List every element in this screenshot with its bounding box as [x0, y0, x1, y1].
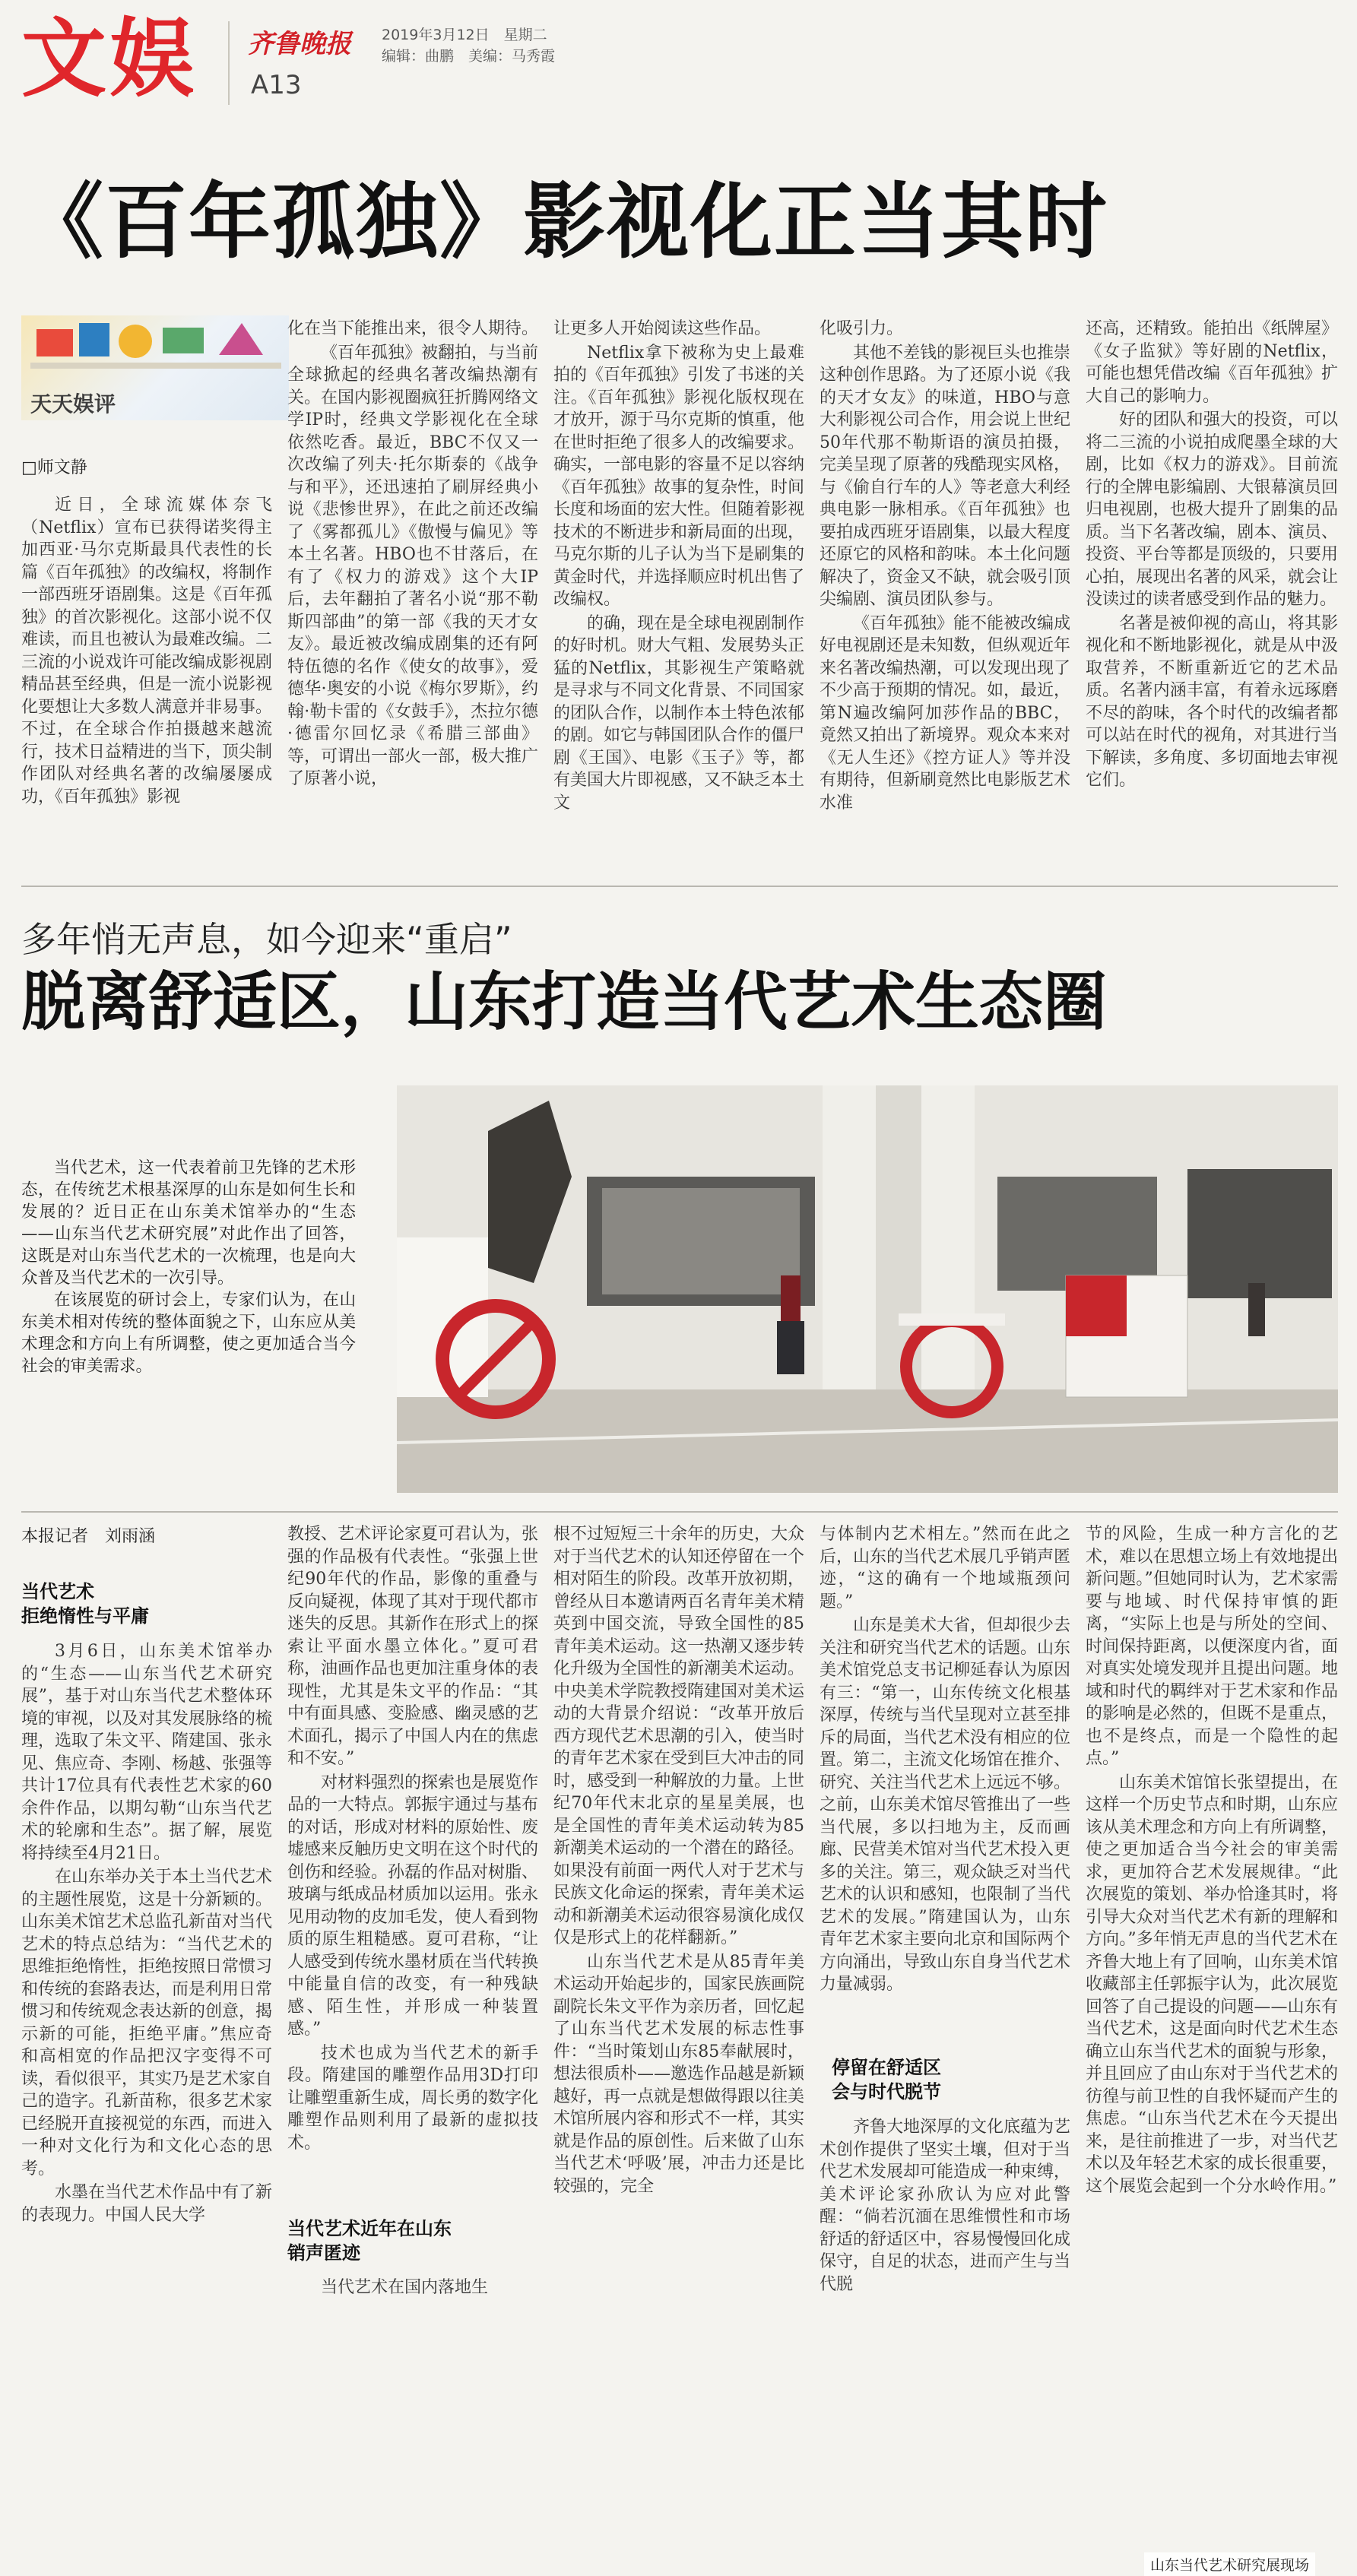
- paragraph: Netflix拿下被称为史上最难拍的《百年孤独》引发了书迷的关注。《百年孤独》影视化版权现在才放开，源于马尔克斯的慎重，他在世时拒绝了很多人的改编要求。确实，一部电影的容量不足以容纳《百年孤独》故事的复杂性，时间长度和场面的宏大性。但随着影视技术的不断进步和新局面的出现，马克尔斯的儿子认为当下是刷集的黄金时代，并选择顺应时机出售了改编权。: [553, 343, 805, 609]
- exhibition-scene-image: [397, 1085, 1338, 1493]
- paragraph: 山东当代艺术是从85青年美术运动开始起步的，国家民族画院副院长朱文平作为亲历者，回忆起了山东当代艺术发展的标志性事件：“当时策划山东85奉献展时，想法很质朴——邀选作品越是新颖越好，再一点就是想做得跟以往美术馆所展内容和形式不一样，其实就是作品的原创性。后来做了山东当代艺术‘呼吸’展，冲击力还是比较强的，完全: [553, 1952, 805, 2196]
- editors-line: 编辑：曲鹏 美编：马秀霞: [382, 48, 556, 65]
- paragraph: 名著是被仰视的高山，将其影视化和不断地影视化，就是从中汲取营养，不断重新近它的艺术品质。名著内涵丰富，有着永远琢磨不尽的韵味，各个时代的改编者都可以站在时代的视角，对其进行当下解读，多角度、多切面地去审视它们。: [1086, 613, 1338, 790]
- article2-column-4-tail: [820, 2116, 1070, 2311]
- article2-column-4: [820, 1523, 1070, 2010]
- subhead-2: [287, 2216, 452, 2265]
- article2-column-2: [287, 1523, 539, 2153]
- masthead-info: [382, 24, 555, 67]
- subhead-3: [832, 2055, 941, 2104]
- paragraph: 近日，全球流媒体奈飞（Netflix）宣布已获得诺奖得主加西亚·马尔克斯最具代表性的长篇《百年孤独》的改编权，将制作一部西班牙语剧集。这是《百年孤独》的首次影视化。这部小说不仅难读，而且也被认为最难改编。二三流的小说戏许可能改编成影视剧精品甚至经典，但是一流小说影视化要想让大多数人满意并非易事。不过，在全球合作拍摄越来越流行，技术日益精进的当下，顶尖制作团队对经典名著的改编屡屡成功，《百年孤独》影视: [21, 496, 273, 806]
- paragraph: 山东是美术大省，但却很少去关注和研究当代艺术的话题。山东美术馆党总支书记柳延春认为原因有三：“第一，山东传统文化根基深厚，传统与当代呈现对立甚至排斥的局面，当代艺术没有相应的位置。第二，主流文化场馆在推介、研究、关注当代艺术上远远不够。之前，山东美术馆尽管推出了一些当代展，多以扫地为主，反而画廊、民营美术馆对当代艺术投入更多的关注。第三，观众缺乏对当代艺术的认识和感知，也限制了当代艺术的发展。”隋建国认为，山东青年艺术家主要向北京和国际两个方向涌出，导致山东自身当代艺术力量减弱。: [820, 1616, 1071, 1994]
- paragraph: 水墨在当代艺术作品中有了新的表现力。中国人民大学: [21, 2183, 273, 2225]
- newspaper-logo: 齐鲁晚报: [248, 29, 351, 59]
- subhead-line: 拒绝惰性与平庸: [21, 1605, 149, 1627]
- paragraph: 还高，还精致。能拍出《纸牌屋》《女子监狱》等好剧的Netflix，可能也想凭借改编《百年孤独》扩大自己的影响力。: [1086, 319, 1338, 406]
- subhead-line: 当代艺术近年在山东: [287, 2218, 452, 2239]
- subhead-line: 销声匿迹: [287, 2242, 360, 2264]
- paragraph: 让更多人开始阅读这些作品。: [553, 319, 772, 338]
- subhead-line: 当代艺术: [21, 1581, 94, 1602]
- article1-headline: 《百年孤独》影视化正当其时: [21, 175, 1109, 270]
- paragraph: 好的团队和强大的投资，可以将二三流的小说拍成爬墨全球的大剧，比如《权力的游戏》。目前流行的全牌电影编剧、大银幕演员回归电视剧，也极大提升了剧集的品质。当下名著改编，剧本、演员、投资、平台等都是顶级的，只要用心拍，展现出名著的风采，就会让没读过的读者感受到作品的魅力。: [1086, 410, 1338, 609]
- paragraph: 根不过短短三十余年的历史，大众对于当代艺术的认知还停留在一个相对陌生的阶段。改革开放初期，曾经从日本邀请两百名青年美术精英到中国交流，导致全国性的85青年美术运动。这一热潮又逐步转化升级为全国性的新潮美术运动。中央美术学院教授隋建国对美术运动的大背景介绍说：“改革开放后西方现代艺术思潮的引入，使当时的青年艺术家在受到巨大冲击的同时，感受到一种解放的力量。上世纪70年代末北京的星星美展，也是全国性的青年美术运动转为85新潮美术运动的一个潜在的路径。如果没有前面一两代人对于艺术与民族文化命运的探索，青年美术运动和新潮美术运动很容易演化成仅仅是形式上的花样翻新。”: [553, 1525, 805, 1947]
- article1-column-1: [21, 494, 272, 851]
- article1-column-5: [1086, 318, 1338, 850]
- article1-column-2: [287, 318, 538, 850]
- section-divider: [21, 1511, 1338, 1513]
- paragraph: 山东美术馆馆长张望提出，在这样一个历史节点和时期，山东应该从美术理念和方向上有所调整，使之更加适合当今社会的审美需求，更加符合艺术发展规律。“此次展览的策划、举办恰逢其时，将引导大众对当代艺术有新的理解和方向。”多年悄无声息的当代艺术在齐鲁大地上有了回响，山东美术馆收藏部主任郭振宇认为，此次展览回答了自己提设的问题——山东有当代艺术，这是面向时代艺术生态确立山东当代艺术的面貌与形象，并且回应了由山东对于当代艺术的彷徨与前卫性的自我怀疑而产生的焦虑。“山东当代艺术在今天提出来，是往前推进了一步，对当代艺术以及年轻艺术家的成长很重要，这个展览会起到一个分水岭作用。”: [1086, 1773, 1338, 2196]
- article2-column-2-tail: [287, 2277, 538, 2310]
- article2-intro: [21, 1157, 356, 1377]
- subhead-1: [21, 1580, 149, 1628]
- masthead-divider: [228, 21, 230, 105]
- paragraph: 对材料强烈的探索也是展览作品的一大特点。郭振宇通过与基布的对话，形成对材料的原始性、废墟感来反触历史文明在这个时代的创伤和经验。孙磊的作品对树脂、玻璃与纸成品材质加以运用。张永见用动物的皮加毛发，使人看到物质的原生粗糙感。夏可君称，“让人感受到传统水墨材质在当代转换中能量自信的改变，有一种残缺感、陌生性，并形成一种装置感。”: [287, 1773, 539, 2039]
- paragraph: 节的风险，生成一种方言化的艺术，难以在思想立场上有效地提出新问题。”但她同时认为，艺术家需要与地域、时代保持审慎的距离，“实际上也是与所处的空间、时间保持距离，以便深度内省，面对真实处境发现并且提出问题。地域和时代的羁绊对于艺术家和作品的影响是必然的，但既不是重点，也不是终点，而是一个隐性的起点。”: [1086, 1525, 1338, 1768]
- article1-byline: □师文静: [21, 458, 87, 477]
- subhead-line: 会与时代脱节: [832, 2081, 941, 2102]
- article1-column-4: [820, 318, 1070, 850]
- paragraph: 《百年孤独》能不能被改编成好电视剧还是未知数，但纵观近年来名著改编热潮，可以发现出现了不少高于预期的情况。如，最近，第N遍改编阿加莎作品的BBC，竟然又拍出了新境界。观众本来对《无人生还》《控方证人》等并没有期待，但新刷竟然比电影版艺术水准: [820, 613, 1071, 813]
- section-title: 文娱: [21, 10, 198, 109]
- paragraph: 在山东举办关于本土当代艺术的主题性展览，这是十分新颖的。山东美术馆艺术总监孔新苗对当代艺术的特点总结为：“当代艺术的思维拒绝惰性，拒绝按照日常惯习和传统的套路表达，而是利用日常惯习和传统观念表达新的创意，揭示新的可能，拒绝平庸。”焦应奇和高相宽的作品把汉字变得不可读，看似很平，其实乃是艺术家自己的造字。孔新苗称，很多艺术家已经脱开直接视觉的东西，而进入一种对文化行为和文化心态的思考。: [21, 1868, 273, 2178]
- date-line: 2019年3月12日 星期二: [382, 27, 547, 43]
- article2-column-5: [1086, 1523, 1338, 2314]
- paragraph: 技术也成为当代艺术的新手段。隋建国的雕塑作品用3D打印让雕塑重新生成，周长勇的数字化雕塑作品则利用了最新的虚拟技术。: [287, 2043, 539, 2153]
- article2-byline: 本报记者 刘雨涵: [21, 1527, 156, 1546]
- article2-deck: 多年悄无声息，如今迎来“重启”: [21, 919, 512, 960]
- article1-column-3: [553, 318, 804, 850]
- column-logo-label: 天天娱评: [30, 391, 116, 417]
- photo-caption: 山东当代艺术研究展现场: [1144, 2552, 1315, 2576]
- intro-paragraph: 在该展览的研讨会上，专家们认为，在山东美术相对传统的整体面貌之下，山东应从美术理念和方向上有所调整，使之更加适合当今社会的审美需求。: [21, 1291, 356, 1376]
- paragraph: 当代艺术在国内落地生: [321, 2278, 489, 2297]
- paragraph: 《百年孤独》被翻拍，与当前全球掀起的经典名著改编热潮有关。在国内影视圈疯狂折腾网络文学IP时，经典文学影视化在全球依然吃香。最近，BBC不仅又一次改编了列夫·托尔斯泰的《战争与和平》，还迅速拍了刷屏经典小说《悲惨世界》，在此之前还改编了《雾都孤儿》《傲慢与偏见》等本土名著。HBO也不甘落后，在有了《权力的游戏》这个大IP后，去年翻拍了著名小说“那不勒斯四部曲”的第一部《我的天才女友》。最近被改编成剧集的还有阿特伍德的名作《使女的故事》，爱德华·奥安的小说《梅尔罗斯》，约翰·勒卡雷的《女鼓手》，杰拉尔德·德雷尔回忆录《希腊三部曲》等，可谓出一部火一部，极大推广了原著小说，: [287, 343, 539, 788]
- page-number: A13: [251, 70, 302, 100]
- paragraph: 齐鲁大地深厚的文化底蕴为艺术创作提供了坚实土壤，但对于当代艺术发展却可能造成一种束缚，美术评论家孙欣认为应对此警醒：“倘若沉湎在思维惯性和市场舒适的舒适区中，容易慢慢回化成保守，自足的状态，进而产生与当代脱: [820, 2118, 1071, 2294]
- paragraph: 化吸引力。: [820, 319, 904, 338]
- paragraph: 化在当下能推出来，很令人期待。: [287, 319, 539, 338]
- article2-column-3: [553, 1523, 804, 2314]
- paragraph: 其他不差钱的影视巨头也推崇这种创作思路。为了还原小说《我的天才女友》的味道，HBO与意大利影视公司合作，用会说上世纪50年代那不勒斯语的演员拍摄，完美呈现了原著的残酷现实风格，与《偷自行车的人》等老意大利经典电影一脉相承。《百年孤独》也要拍成西班牙语剧集，以最大程度还原它的风格和韵味。本土化问题解决了，资金又不缺，就会吸引顶尖编剧、演员团队参与。: [820, 343, 1071, 609]
- paragraph: 与体制内艺术相左。”然而在此之后，山东的当代艺术展几乎销声匿迹，“这的确有一个地域瓶颈问题。”: [820, 1525, 1071, 1611]
- paragraph: 的确，现在是全球电视剧制作的好时机。财大气粗、发展势头正猛的Netflix，其影视生产策略就是寻求与不同文化背景、不同国家的团队合作，以制作本土特色浓郁的剧。如它与韩国团队合作的僵尸剧《王国》、电影《玉子》等，都有美国大片即视感，又不缺乏本土文: [553, 613, 805, 813]
- intro-paragraph: 当代艺术，这一代表着前卫先锋的艺术形态，在传统艺术根基深厚的山东是如何生长和发展的？近日正在山东美术馆举办的“生态——山东当代艺术研究展”对此作出了回答，这既是对山东当代艺术的一次梳理，也是向大众普及当代艺术的一次引导。: [21, 1158, 356, 1288]
- article2-headline: 脱离舒适区，山东打造当代艺术生态圈: [21, 965, 1108, 1039]
- subhead-line: 停留在舒适区: [832, 2057, 941, 2078]
- paragraph: 3月6日，山东美术馆举办的“生态——山东当代艺术研究展”，基于对山东当代艺术整体环境的审视，以及对其发展脉络的梳理，选取了朱文平、隋建国、张永见、焦应奇、李刚、杨越、张强等共计17位具有代表性艺术家的60余件作品，以期勾勒“山东当代艺术的轮廓和生态”。据了解，展览将持续至4月21日。: [21, 1642, 273, 1863]
- paragraph: 教授、艺术评论家夏可君认为，张强的作品极有代表性。“张强上世纪90年代的作品，影像的重叠与反向疑视，体现了其对于现代都市迷失的反思。其新作在形式上的探索让平面水墨立体化。”夏可君称，油画作品也更加注重身体的表现性，尤其是朱文平的作品：“其中有面具感、变脸感、幽灵感的艺术面孔，揭示了中国人内在的焦虑和不安。”: [287, 1525, 539, 1768]
- article2-column-1: [21, 1640, 272, 2309]
- section-divider: [21, 886, 1338, 887]
